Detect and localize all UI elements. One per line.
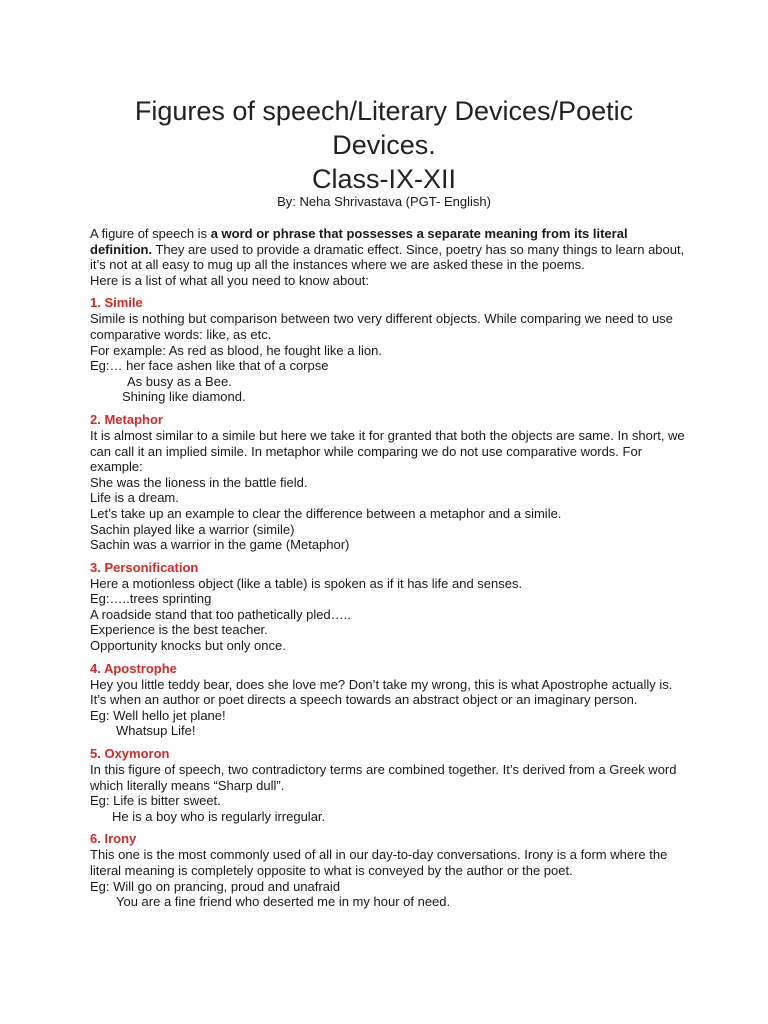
oxymoron-line-1: In this figure of speech, two contradictory terms are combined together. It’s derived from a Greek word which literally means “Sharp dull”. bbox=[90, 762, 677, 793]
section-irony bbox=[90, 831, 690, 909]
simile-line-4: As busy as a Bee. bbox=[127, 373, 232, 389]
metaphor-line-3: Life is a dream. bbox=[90, 490, 179, 506]
author-byline: By: Neha Shrivastava (PGT- English) bbox=[277, 194, 491, 209]
intro-bold-definition: a word or phrase that possesses a separate meaning from its literal definition. bbox=[90, 226, 628, 257]
metaphor-line-4: Let’s take up an example to clear the difference between a metaphor and a simile. bbox=[90, 505, 562, 521]
personification-line-1: Here a motionless object (like a table) is spoken as if it has life and senses. bbox=[90, 575, 523, 591]
section-simile bbox=[90, 295, 690, 405]
intro-text-1: A figure of speech is bbox=[90, 226, 211, 241]
simile-line-5: Shining like diamond. bbox=[122, 389, 246, 405]
page-title-line-1: Figures of speech/Literary Devices/Poetic bbox=[134, 96, 634, 126]
apostrophe-line-2: Eg: Well hello jet plane! bbox=[90, 707, 226, 723]
metaphor-line-2: She was the lioness in the battle field. bbox=[90, 474, 308, 490]
apostrophe-line-1: Hey you little teddy bear, does she love me? Don’t take my wrong, this is what Apostrophe actually is. It’s when an author or poet directs a speech towards an abstract object or an imaginary person. bbox=[90, 676, 673, 708]
section-heading-apostrophe: 4. Apostrophe bbox=[90, 660, 177, 676]
oxymoron-line-3: He is a boy who is regularly irregular. bbox=[112, 808, 326, 824]
intro-paragraph bbox=[90, 226, 690, 288]
simile-line-2: For example: As red as blood, he fought like a lion. bbox=[90, 342, 382, 358]
personification-line-4: Experience is the best teacher. bbox=[90, 622, 268, 638]
metaphor-line-6: Sachin was a warrior in the game (Metaphor) bbox=[90, 537, 350, 553]
section-heading-metaphor: 2. Metaphor bbox=[90, 411, 163, 427]
page-title-line-3: Class-IX-XII bbox=[311, 164, 457, 194]
section-oxymoron bbox=[90, 746, 690, 824]
personification-line-2: Eg:…..trees sprinting bbox=[90, 591, 212, 607]
section-personification bbox=[90, 560, 690, 654]
document-body bbox=[90, 226, 690, 917]
irony-line-1: This one is the most commonly used of all in our day-to-day conversations. Irony is a form where the literal meaning is completely opposite to what is conveyed by the author or the poet. bbox=[90, 847, 668, 878]
metaphor-line-1: It is almost similar to a simile but here we take it for granted that both the objects are same. In short, we can call it an implied simile. In metaphor while comparing we do not use comparative words. For example: bbox=[90, 427, 685, 475]
apostrophe-line-3: Whatsup Life! bbox=[116, 723, 196, 739]
personification-line-3: A roadside stand that too pathetically pled….. bbox=[90, 606, 351, 622]
section-heading-oxymoron: 5. Oxymoron bbox=[90, 746, 170, 762]
personification-line-5: Opportunity knocks but only once. bbox=[90, 638, 286, 654]
oxymoron-line-2: Eg: Life is bitter sweet. bbox=[90, 793, 221, 809]
section-heading-personification: 3. Personification bbox=[90, 559, 199, 575]
intro-text-3: Here is a list of what all you need to know about: bbox=[90, 272, 369, 288]
page-title-line-2: Devices. bbox=[332, 130, 436, 160]
simile-line-1: Simile is nothing but comparison between two very different objects. While comparing we need to use comparative words: like, as etc. bbox=[90, 311, 673, 342]
section-heading-simile: 1. Simile bbox=[90, 295, 143, 311]
section-heading-irony: 6. Irony bbox=[90, 831, 137, 847]
section-metaphor bbox=[90, 412, 690, 553]
intro-text-2: They are used to provide a dramatic effect. Since, poetry has so many things to learn about, it’s not at all easy to mug up all the instances where we are asked these in the poems. bbox=[90, 241, 685, 273]
irony-line-3: You are a fine friend who deserted me in my hour of need. bbox=[116, 894, 451, 910]
simile-line-3: Eg:… her face ashen like that of a corpse bbox=[90, 358, 329, 374]
metaphor-line-5: Sachin played like a warrior (simile) bbox=[90, 521, 295, 537]
section-apostrophe bbox=[90, 661, 690, 739]
irony-line-2: Eg: Will go on prancing, proud and unafraid bbox=[90, 878, 341, 894]
